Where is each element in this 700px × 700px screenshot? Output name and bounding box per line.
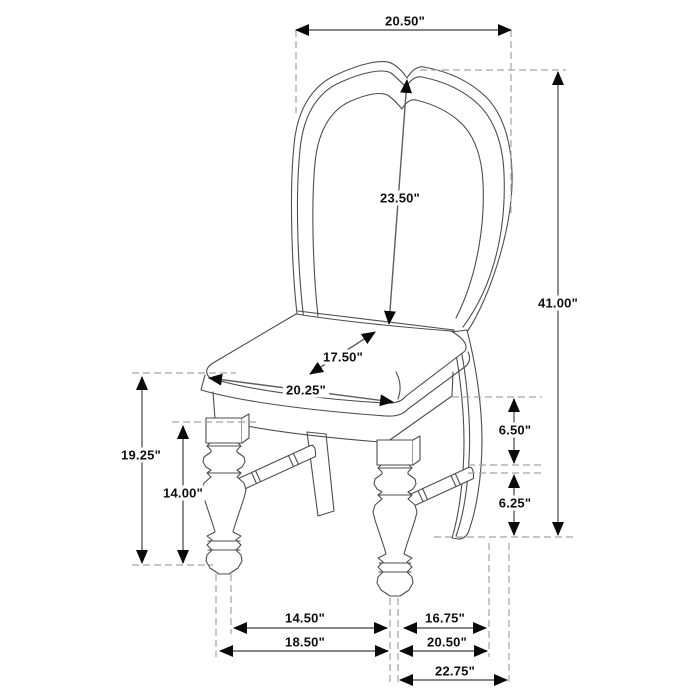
dimension-label-leg-height: 14.00" [160, 486, 206, 501]
dimension-label-seat-width: 20.25" [283, 383, 329, 398]
dimension-label-seat-depth: 17.50" [320, 350, 366, 365]
dimension-label-stretcher-to-floor: 6.25" [496, 496, 534, 511]
left-stretcher [238, 445, 315, 489]
dimension-label-overall-height: 41.00" [535, 296, 581, 311]
back-left-leg [307, 432, 334, 516]
front-left-leg [202, 414, 249, 574]
dimension-label-front-width-floor: 18.50" [282, 635, 328, 650]
front-right-leg [373, 436, 420, 596]
dimension-label-back-height: 23.50" [377, 191, 423, 206]
dimension-label-side-leg-span: 16.75" [422, 611, 468, 626]
dimension-label-seat-to-stretcher: 6.50" [496, 423, 534, 438]
dimension-label-top-width: 20.50" [382, 14, 428, 29]
dimension-label-side-depth-floor: 20.50" [424, 635, 470, 650]
dimension-label-seat-height: 19.25" [118, 448, 164, 463]
dimension-label-front-leg-span: 14.50" [282, 611, 328, 626]
back-right-leg [452, 330, 482, 539]
dimension-label-overall-depth: 22.75" [432, 664, 478, 679]
